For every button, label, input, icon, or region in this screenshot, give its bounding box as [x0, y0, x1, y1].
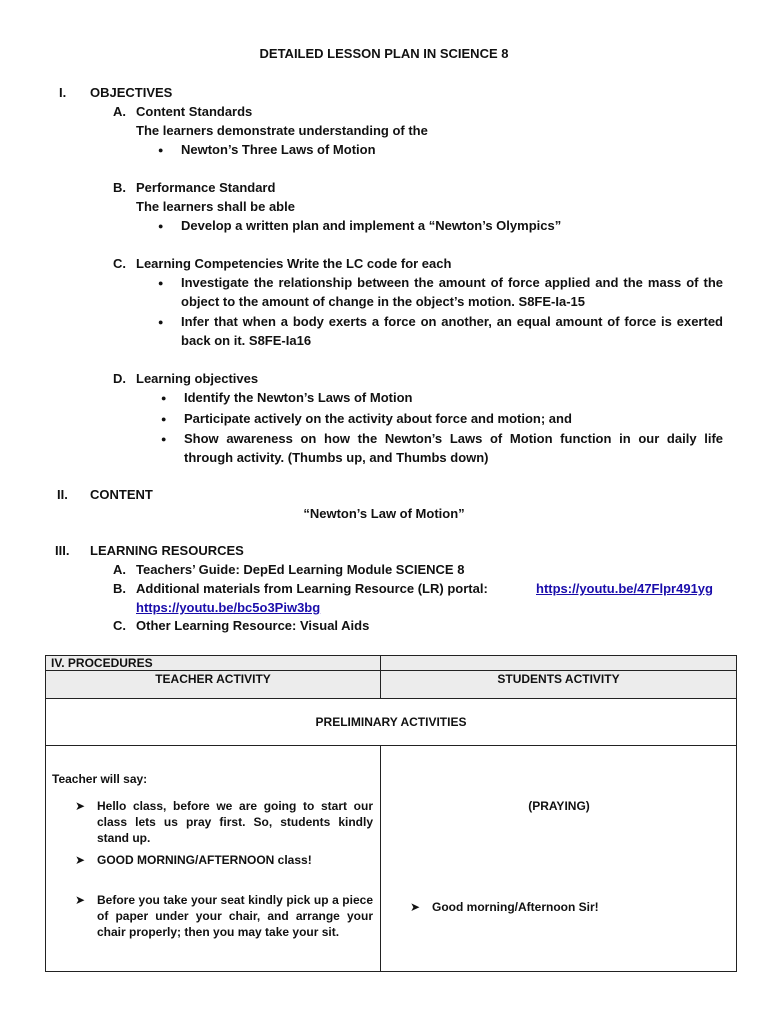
section-heading-content: CONTENT — [90, 487, 153, 502]
resource-link-2[interactable]: https://youtu.be/bc5o3Piw3bg — [136, 600, 321, 615]
competency-bullet-2: Infer that when a body exerts a force on another, an equal amount of force is exerted back on it. S8FE-Ia16 — [181, 314, 723, 348]
item-letter: B. — [113, 180, 126, 195]
content-standards-intro: The learners demonstrate understanding of the — [136, 123, 428, 138]
procedures-heading: IV. PROCEDURES — [46, 656, 381, 671]
section-numeral: III. — [55, 543, 70, 558]
bullet-icon: ● — [161, 434, 167, 444]
content-standards-heading: Content Standards — [136, 104, 253, 119]
item-letter: A. — [113, 104, 126, 119]
performance-standard-bullet: Develop a written plan and implement a “Newton’s Olympics” — [181, 218, 562, 233]
arrowhead-right-icon: ➤ — [75, 799, 86, 813]
arrowhead-right-icon: ➤ — [75, 893, 86, 907]
students-activity-cell — [381, 746, 737, 972]
content-topic: “Newton’s Law of Motion” — [303, 506, 465, 521]
resource-additional-materials: Additional materials from Learning Resource (LR) portal: — [136, 581, 488, 596]
students-activity-header: STUDENTS ACTIVITY — [381, 671, 737, 699]
teacher-item-3: Before you take your seat kindly pick up a piece of paper under your chair, and arrange your chair properly; then you may take your sit. — [97, 893, 373, 939]
resource-link-1[interactable]: https://youtu.be/47Flpr491yg — [536, 581, 713, 596]
item-letter: C. — [113, 618, 126, 633]
arrowhead-right-icon: ➤ — [410, 900, 421, 914]
item-letter: B. — [113, 581, 126, 596]
resource-visual-aids: Other Learning Resource: Visual Aids — [136, 618, 370, 633]
procedures-heading-blank — [381, 656, 737, 671]
teacher-activity-cell — [46, 746, 381, 972]
competency-bullet-1: Investigate the relationship between the amount of force applied and the mass of the object to the amount of change in the object’s motion. S8FE-Ia-15 — [181, 275, 723, 309]
student-praying: (PRAYING) — [528, 799, 590, 813]
section-numeral: II. — [57, 487, 68, 502]
bullet-icon: ● — [158, 145, 164, 155]
resource-teachers-guide: Teachers’ Guide: DepEd Learning Module SCIENCE 8 — [136, 562, 465, 577]
learning-objective-bullet-3: Show awareness on how the Newton’s Laws of Motion function in our daily life through activity. (Thumbs up, and Thumbs down) — [184, 431, 723, 465]
preliminary-activities-header: PRELIMINARY ACTIVITIES — [46, 699, 737, 746]
bullet-icon: ● — [158, 278, 164, 288]
content-standards-bullet: Newton’s Three Laws of Motion — [181, 142, 376, 157]
item-letter: A. — [113, 562, 126, 577]
student-greeting: Good morning/Afternoon Sir! — [432, 900, 599, 914]
item-letter: C. — [113, 256, 126, 271]
learning-objective-bullet-2: Participate actively on the activity about force and motion; and — [184, 411, 572, 426]
performance-standard-intro: The learners shall be able — [136, 199, 295, 214]
teacher-activity-header: TEACHER ACTIVITY — [46, 671, 381, 699]
section-heading-objectives: OBJECTIVES — [90, 85, 173, 100]
section-numeral: I. — [59, 85, 67, 100]
document-title: DETAILED LESSON PLAN IN SCIENCE 8 — [259, 46, 509, 61]
arrowhead-right-icon: ➤ — [75, 853, 86, 867]
teacher-item-1: Hello class, before we are going to start our class lets us pray first. So, students kindly stand up. — [97, 799, 373, 845]
procedures-table — [45, 655, 737, 972]
section-heading-resources: LEARNING RESOURCES — [90, 543, 244, 558]
teacher-item-2: GOOD MORNING/AFTERNOON class! — [97, 853, 312, 867]
bullet-icon: ● — [158, 221, 164, 231]
learning-objectives-heading: Learning objectives — [136, 371, 259, 386]
competencies-heading: Learning Competencies Write the LC code for each — [136, 256, 452, 271]
item-letter: D. — [113, 371, 126, 386]
bullet-icon: ● — [161, 414, 167, 424]
performance-standard-heading: Performance Standard — [136, 180, 276, 195]
learning-objective-bullet-1: Identify the Newton’s Laws of Motion — [184, 390, 413, 405]
teacher-intro: Teacher will say: — [52, 772, 148, 786]
bullet-icon: ● — [161, 393, 167, 403]
bullet-icon: ● — [158, 317, 164, 327]
